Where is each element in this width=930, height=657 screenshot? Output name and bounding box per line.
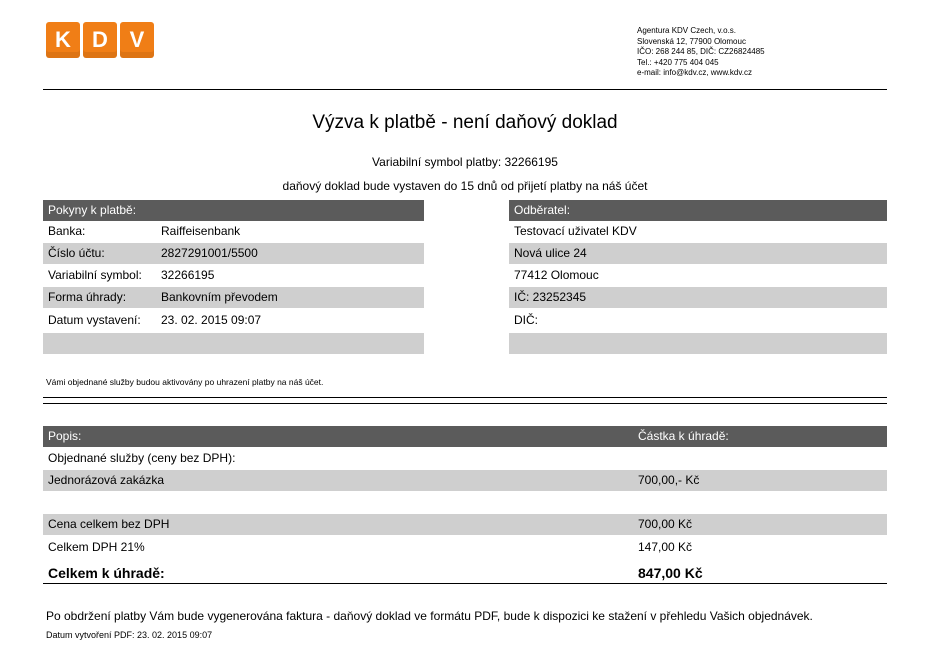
company-info: [637, 26, 765, 79]
payment-row-method: [43, 287, 424, 308]
payment-row-date: [43, 310, 424, 331]
payment-value: 32266195: [161, 268, 215, 282]
document-title: Výzva k platbě - není daňový doklad: [312, 112, 618, 133]
customer-row-empty: [509, 333, 887, 354]
item-row: [43, 470, 887, 491]
invoice-note: daňový doklad bude vystaven do 15 dnů od přijetí platby na náš účet: [282, 179, 648, 193]
activation-note: Vámi objednané služby budou aktivovány po uhrazení platby na náš účet.: [46, 377, 324, 387]
total-label: Celkem k úhradě:: [48, 565, 165, 581]
logo-letter-d: D: [83, 22, 117, 58]
customer-street: Nová ulice 24: [509, 243, 887, 264]
logo-letter-k: K: [46, 22, 80, 58]
payment-row-empty: [43, 333, 424, 354]
footer-created-date: Datum vytvoření PDF: 23. 02. 2015 09:07: [46, 630, 213, 640]
logo-letter-v: V: [120, 22, 154, 58]
company-name: Agentura KDV Czech, v.o.s.: [637, 26, 737, 35]
item-amount: 700,00,- Kč: [638, 473, 700, 487]
customer-header: Odběratel:: [509, 200, 887, 221]
payment-label: Forma úhrady:: [48, 290, 127, 304]
payment-row-account: [43, 243, 424, 264]
customer-name: Testovací uživatel KDV: [514, 224, 637, 238]
payment-value: 23. 02. 2015 09:07: [161, 313, 262, 327]
footer-invoice-info: Po obdržení platby Vám bude vygenerována faktura - daňový doklad ve formátu PDF, bude k dispozici ke stažení v přehledu Vašich objednávek.: [46, 609, 813, 623]
items-header-amount: Částka k úhradě:: [638, 429, 729, 443]
payment-value: Bankovním převodem: [161, 290, 278, 304]
vat-row: [43, 537, 887, 558]
section-divider-top: [43, 397, 887, 398]
payment-row-variable-symbol: [43, 265, 424, 286]
customer-ic: IČ: 23252345: [509, 287, 887, 308]
company-address: Slovenská 12, 77900 Olomouc: [637, 36, 746, 46]
payment-header: Pokyny k platbě:: [43, 200, 424, 221]
kdv-logo: [46, 22, 154, 58]
vat-amount: 147,00 Kč: [638, 540, 693, 554]
item-desc: Jednorázová zakázka: [48, 473, 165, 487]
company-ids: IČO: 268 244 85, DIČ: CZ26824485: [637, 47, 765, 56]
payment-label: Variabilní symbol:: [48, 268, 142, 282]
vat-label: Celkem DPH 21%: [48, 540, 145, 554]
header-divider: [43, 89, 887, 90]
payment-value: 2827291001/5500: [161, 246, 258, 260]
total-row: [43, 563, 887, 584]
payment-label: Číslo účtu:: [48, 246, 105, 260]
total-amount: 847,00 Kč: [638, 565, 703, 581]
payment-label: Banka:: [48, 224, 86, 238]
items-section-label: Objednané služby (ceny bez DPH):: [48, 451, 236, 465]
section-divider-bottom: [43, 403, 887, 404]
payment-row-bank: [43, 221, 424, 242]
items-header: [43, 426, 887, 447]
payment-value: Raiffeisenbank: [161, 224, 241, 238]
payment-label: Datum vystavení:: [48, 313, 141, 327]
subtotal-label: Cena celkem bez DPH: [48, 517, 170, 531]
customer-dic: DIČ:: [514, 313, 538, 327]
company-contact: e-mail: info@kdv.cz, www.kdv.cz: [637, 68, 752, 77]
customer-city: 77412 Olomouc: [514, 268, 599, 282]
subtotal-amount: 700,00 Kč: [638, 517, 693, 531]
company-phone: Tel.: +420 775 404 045: [637, 57, 719, 67]
item-spacer-row: [43, 492, 887, 513]
items-header-desc: Popis:: [48, 429, 82, 443]
subtotal-row: [43, 514, 887, 535]
variable-symbol-line: Variabilní symbol platby: 32266195: [372, 155, 558, 169]
